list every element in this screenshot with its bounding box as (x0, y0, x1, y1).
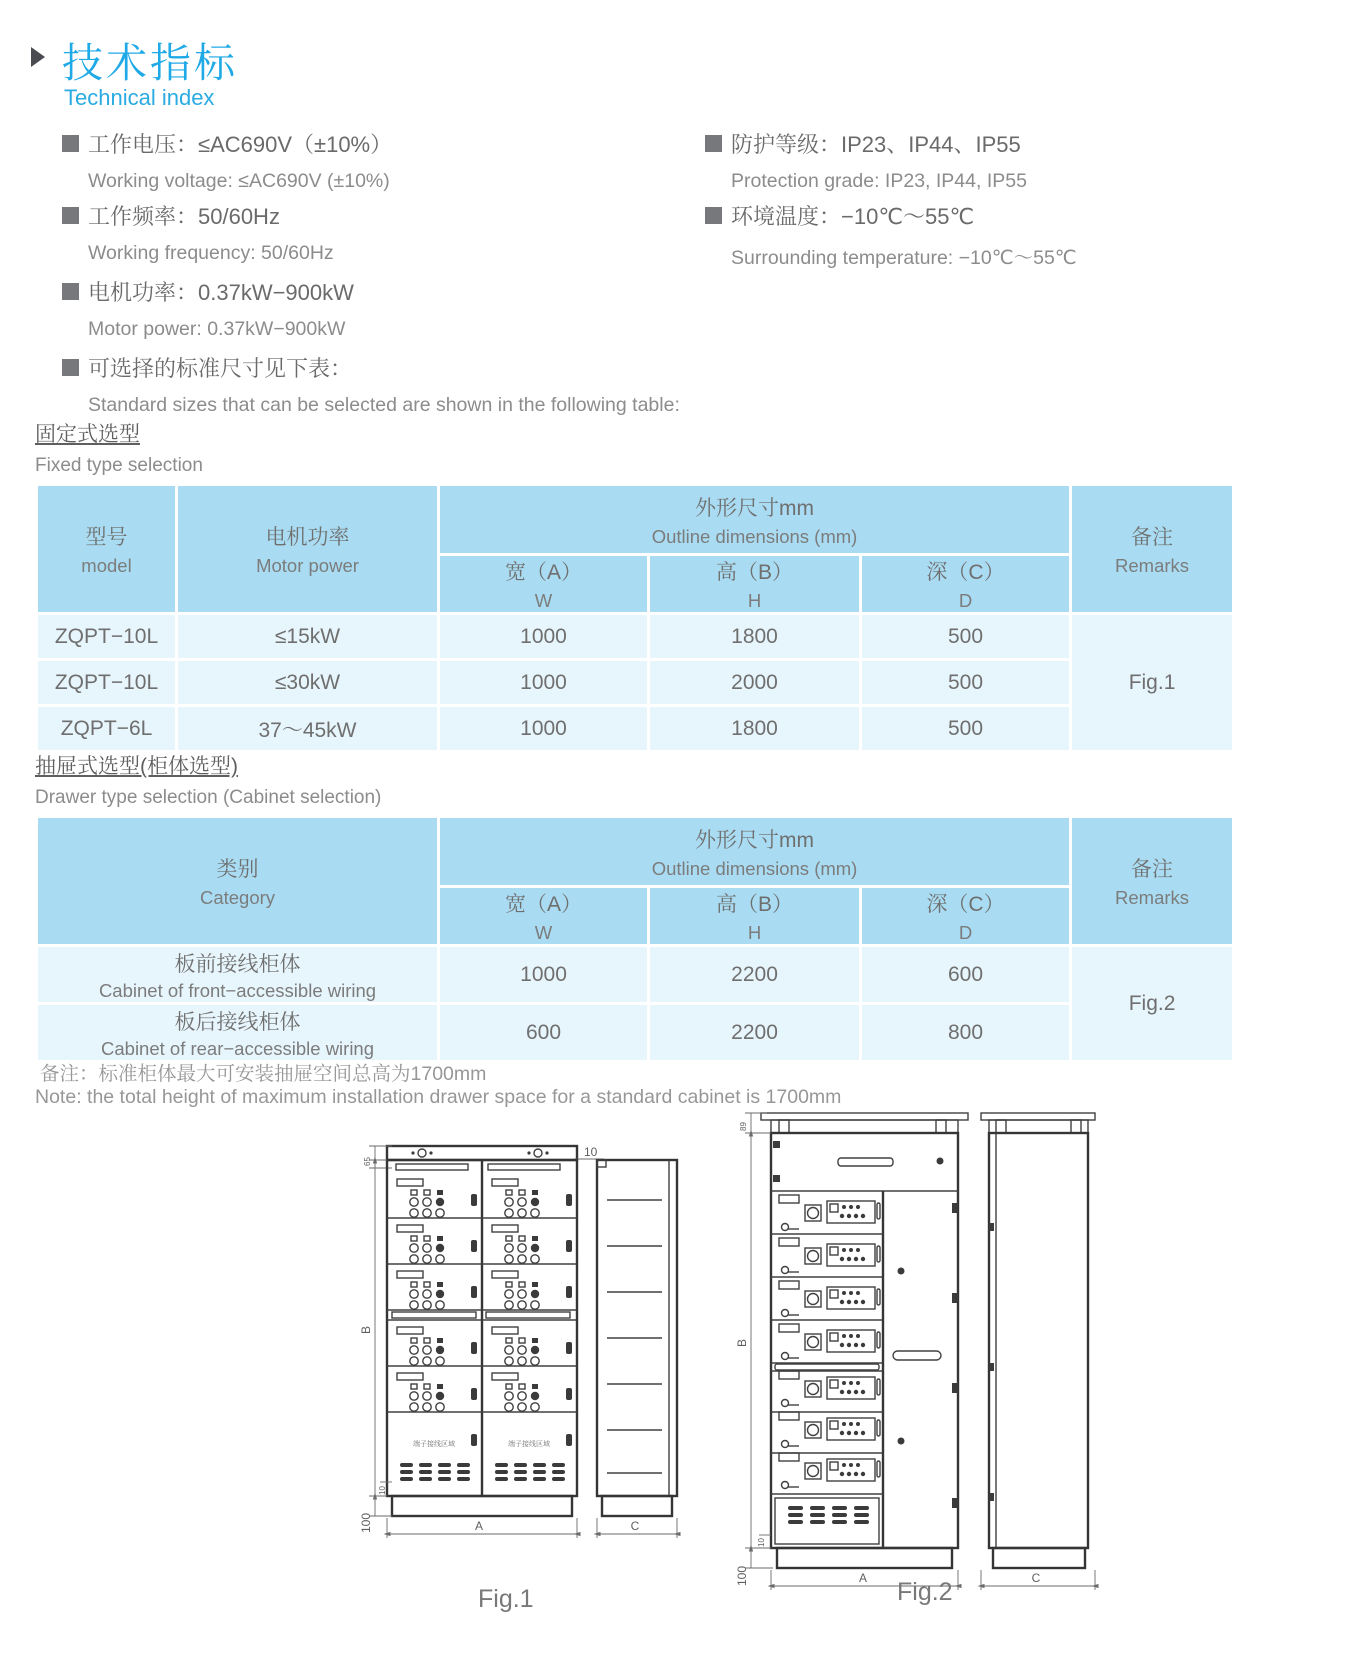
col-header-width (439, 555, 649, 614)
header-h-en: H (747, 590, 762, 611)
col-header-height (649, 887, 861, 946)
section-title-cn: 固定式选型 (35, 423, 140, 446)
cell-width: 600 (439, 1004, 649, 1062)
section-title-en: Fixed type selection (35, 455, 203, 476)
fig2-vent-slots (788, 1506, 869, 1524)
cell-width: 1000 (439, 946, 649, 1004)
table-row (37, 706, 1234, 752)
cell-model: ZQPT−10L (37, 660, 177, 706)
table-row (37, 660, 1234, 706)
note-en: Note: the total height of maximum installation drawer space for a standard cabinet is 1700mm (35, 1086, 842, 1108)
header-w-cn: 宽（A） (505, 893, 583, 916)
fig1-dim-10-small: 10 (378, 1486, 387, 1495)
spec-surrounding-temperature (705, 200, 1077, 270)
fig1-dim-10-top: 10 (584, 1145, 598, 1159)
header-d-cn: 深（C） (926, 561, 1005, 584)
fig2-dim-100: 100 (735, 1565, 749, 1586)
cell-power: 37～45kW (177, 706, 439, 752)
cell-remarks-fig2: Fig.2 (1071, 946, 1234, 1062)
spec-en-text: Protection grade: IP23, IP44, IP55 (731, 170, 1027, 192)
bullet-square-icon (62, 207, 79, 224)
header-category-en: Category (199, 887, 276, 908)
section-arrow-icon (31, 47, 45, 67)
cell-remarks-fig1: Fig.1 (1071, 614, 1234, 752)
cell-width: 1000 (439, 614, 649, 660)
cell-power: ≤30kW (177, 660, 439, 706)
fig2-dim-A: A (858, 1571, 868, 1585)
spec-working-voltage (62, 128, 392, 193)
header-remarks-cn: 备注 (1131, 526, 1174, 549)
cell-depth: 800 (861, 1004, 1071, 1062)
cell-height: 2000 (649, 660, 861, 706)
spec-protection-grade (705, 128, 1027, 193)
spec-cn-text: 工作频率：50/60Hz (88, 204, 280, 229)
header-model-cn: 型号 (85, 526, 128, 549)
cell-height: 2200 (649, 946, 861, 1004)
header-dims-cn: 外形尺寸mm (695, 496, 815, 520)
note-cn: 备注：标准柜体最大可安装抽屉空间总高为1700mm (40, 1063, 487, 1085)
bullet-square-icon (705, 207, 722, 224)
cell-height: 2200 (649, 1004, 861, 1062)
cell-height: 1800 (649, 614, 861, 660)
fig1-cabinet-drawing (352, 1138, 684, 1606)
col-header-height (649, 555, 861, 614)
header-power-en: Motor power (256, 555, 359, 576)
col-header-outline-dimensions (439, 485, 1071, 555)
cell-category-cn: 板后接线柜体 (174, 1010, 301, 1034)
table-row (37, 614, 1234, 660)
cell-category (37, 946, 439, 1004)
fig1-terminal-text: 端子接线区域 (413, 1441, 455, 1448)
cell-width: 1000 (439, 660, 649, 706)
cell-model: ZQPT−6L (37, 706, 177, 752)
cell-category-en: Cabinet of rear−accessible wiring (101, 1037, 375, 1059)
col-header-outline-dimensions (439, 817, 1071, 887)
fig2-caption: Fig.2 (897, 1578, 953, 1606)
fig1-dim-A: A (474, 1519, 484, 1533)
section-title-cn: 抽屉式选型(柜体选型) (35, 755, 238, 778)
spec-en-text: Standard sizes that can be selected are shown in the following table: (88, 394, 680, 416)
header-w-en: W (534, 922, 553, 943)
col-header-category (37, 817, 439, 946)
fig2-dim-B: B (735, 1338, 749, 1347)
spec-cn-text: 环境温度：−10℃～55℃ (731, 204, 975, 229)
cell-height: 1800 (649, 706, 861, 752)
spec-cn-text: 可选择的标准尺寸见下表： (88, 356, 353, 381)
header-h-en: H (747, 922, 762, 943)
spec-en-text: Surrounding temperature: −10℃～55℃ (731, 247, 1077, 269)
col-header-width (439, 887, 649, 946)
spec-cn-text: 工作电压：≤AC690V（±10%） (88, 132, 393, 157)
cell-model: ZQPT−10L (37, 614, 177, 660)
header-w-en: W (534, 590, 553, 611)
cell-category-en: Cabinet of front−accessible wiring (98, 979, 377, 1001)
fig1-dim-65: 65 (363, 1157, 372, 1166)
header-model-en: model (81, 555, 132, 576)
bullet-square-icon (705, 135, 722, 152)
cell-category-cn: 板前接线柜体 (174, 952, 301, 976)
spec-standard-sizes (62, 352, 680, 417)
header-h-cn: 高（B） (716, 893, 794, 916)
header-remarks-cn: 备注 (1131, 858, 1174, 881)
table-row (37, 1004, 1234, 1062)
page-title-cn: 技术指标 (62, 40, 238, 86)
cell-depth: 500 (861, 660, 1071, 706)
col-header-remarks (1071, 485, 1234, 614)
page-title-en: Technical index (64, 85, 215, 110)
cell-depth: 500 (861, 706, 1071, 752)
section-fixed-type (35, 418, 203, 477)
spec-en-text: Working voltage: ≤AC690V (±10%) (88, 170, 390, 192)
fig1-dim-B: B (359, 1325, 373, 1334)
cell-depth: 500 (861, 614, 1071, 660)
bullet-square-icon (62, 359, 79, 376)
bullet-square-icon (62, 283, 79, 300)
header-h-cn: 高（B） (715, 561, 793, 584)
spec-en-text: Motor power: 0.37kW−900kW (88, 318, 346, 340)
col-header-remarks (1071, 817, 1234, 946)
fig2-dim-10-small: 10 (757, 1538, 766, 1547)
header-dims-en: Outline dimensions (mm) (651, 857, 858, 879)
spec-en-text: Working frequency: 50/60Hz (88, 242, 334, 264)
header-dims-en: Outline dimensions (mm) (651, 525, 858, 547)
header-category-cn: 类别 (216, 858, 259, 881)
cell-width: 1000 (439, 706, 649, 752)
header-d-en: D (958, 922, 973, 943)
cell-depth: 600 (861, 946, 1071, 1004)
header-d-cn: 深（C） (926, 893, 1005, 916)
col-header-model (37, 485, 177, 614)
header-remarks-en: Remarks (1115, 887, 1190, 908)
fig2-dim-C: C (1031, 1571, 1041, 1585)
cell-power: ≤15kW (177, 614, 439, 660)
header-power-cn: 电机功率 (265, 526, 350, 549)
drawer-type-table (35, 815, 1235, 1063)
fixed-type-table (35, 483, 1235, 753)
cell-category (37, 1004, 439, 1062)
spec-cn-text: 电机功率：0.37kW−900kW (88, 280, 354, 305)
fig2-dim-89: 89 (739, 1122, 748, 1131)
fig1-dim-C: C (630, 1519, 640, 1533)
table-row (37, 946, 1234, 1004)
fig2-cabinet-drawing (733, 1103, 1105, 1608)
header-d-en: D (958, 590, 973, 611)
col-header-depth (861, 887, 1071, 946)
col-header-depth (861, 555, 1071, 614)
section-drawer-type (35, 750, 381, 809)
spec-motor-power (62, 276, 354, 341)
bullet-square-icon (62, 135, 79, 152)
spec-working-frequency (62, 200, 334, 265)
section-title-en: Drawer type selection (Cabinet selection) (35, 787, 382, 808)
header-dims-cn: 外形尺寸mm (695, 828, 815, 852)
fig1-drawer-units (397, 1179, 572, 1411)
fig1-dim-100: 100 (359, 1512, 373, 1533)
col-header-motor-power (177, 485, 439, 614)
header-remarks-en: Remarks (1115, 555, 1190, 576)
spec-cn-text: 防护等级：IP23、IP44、IP55 (731, 132, 1021, 157)
fig1-caption: Fig.1 (478, 1585, 534, 1613)
fig1-terminal-text: 端子接线区域 (508, 1441, 550, 1448)
fig2-drawer-units (779, 1195, 880, 1489)
header-w-cn: 宽（A） (504, 561, 582, 584)
